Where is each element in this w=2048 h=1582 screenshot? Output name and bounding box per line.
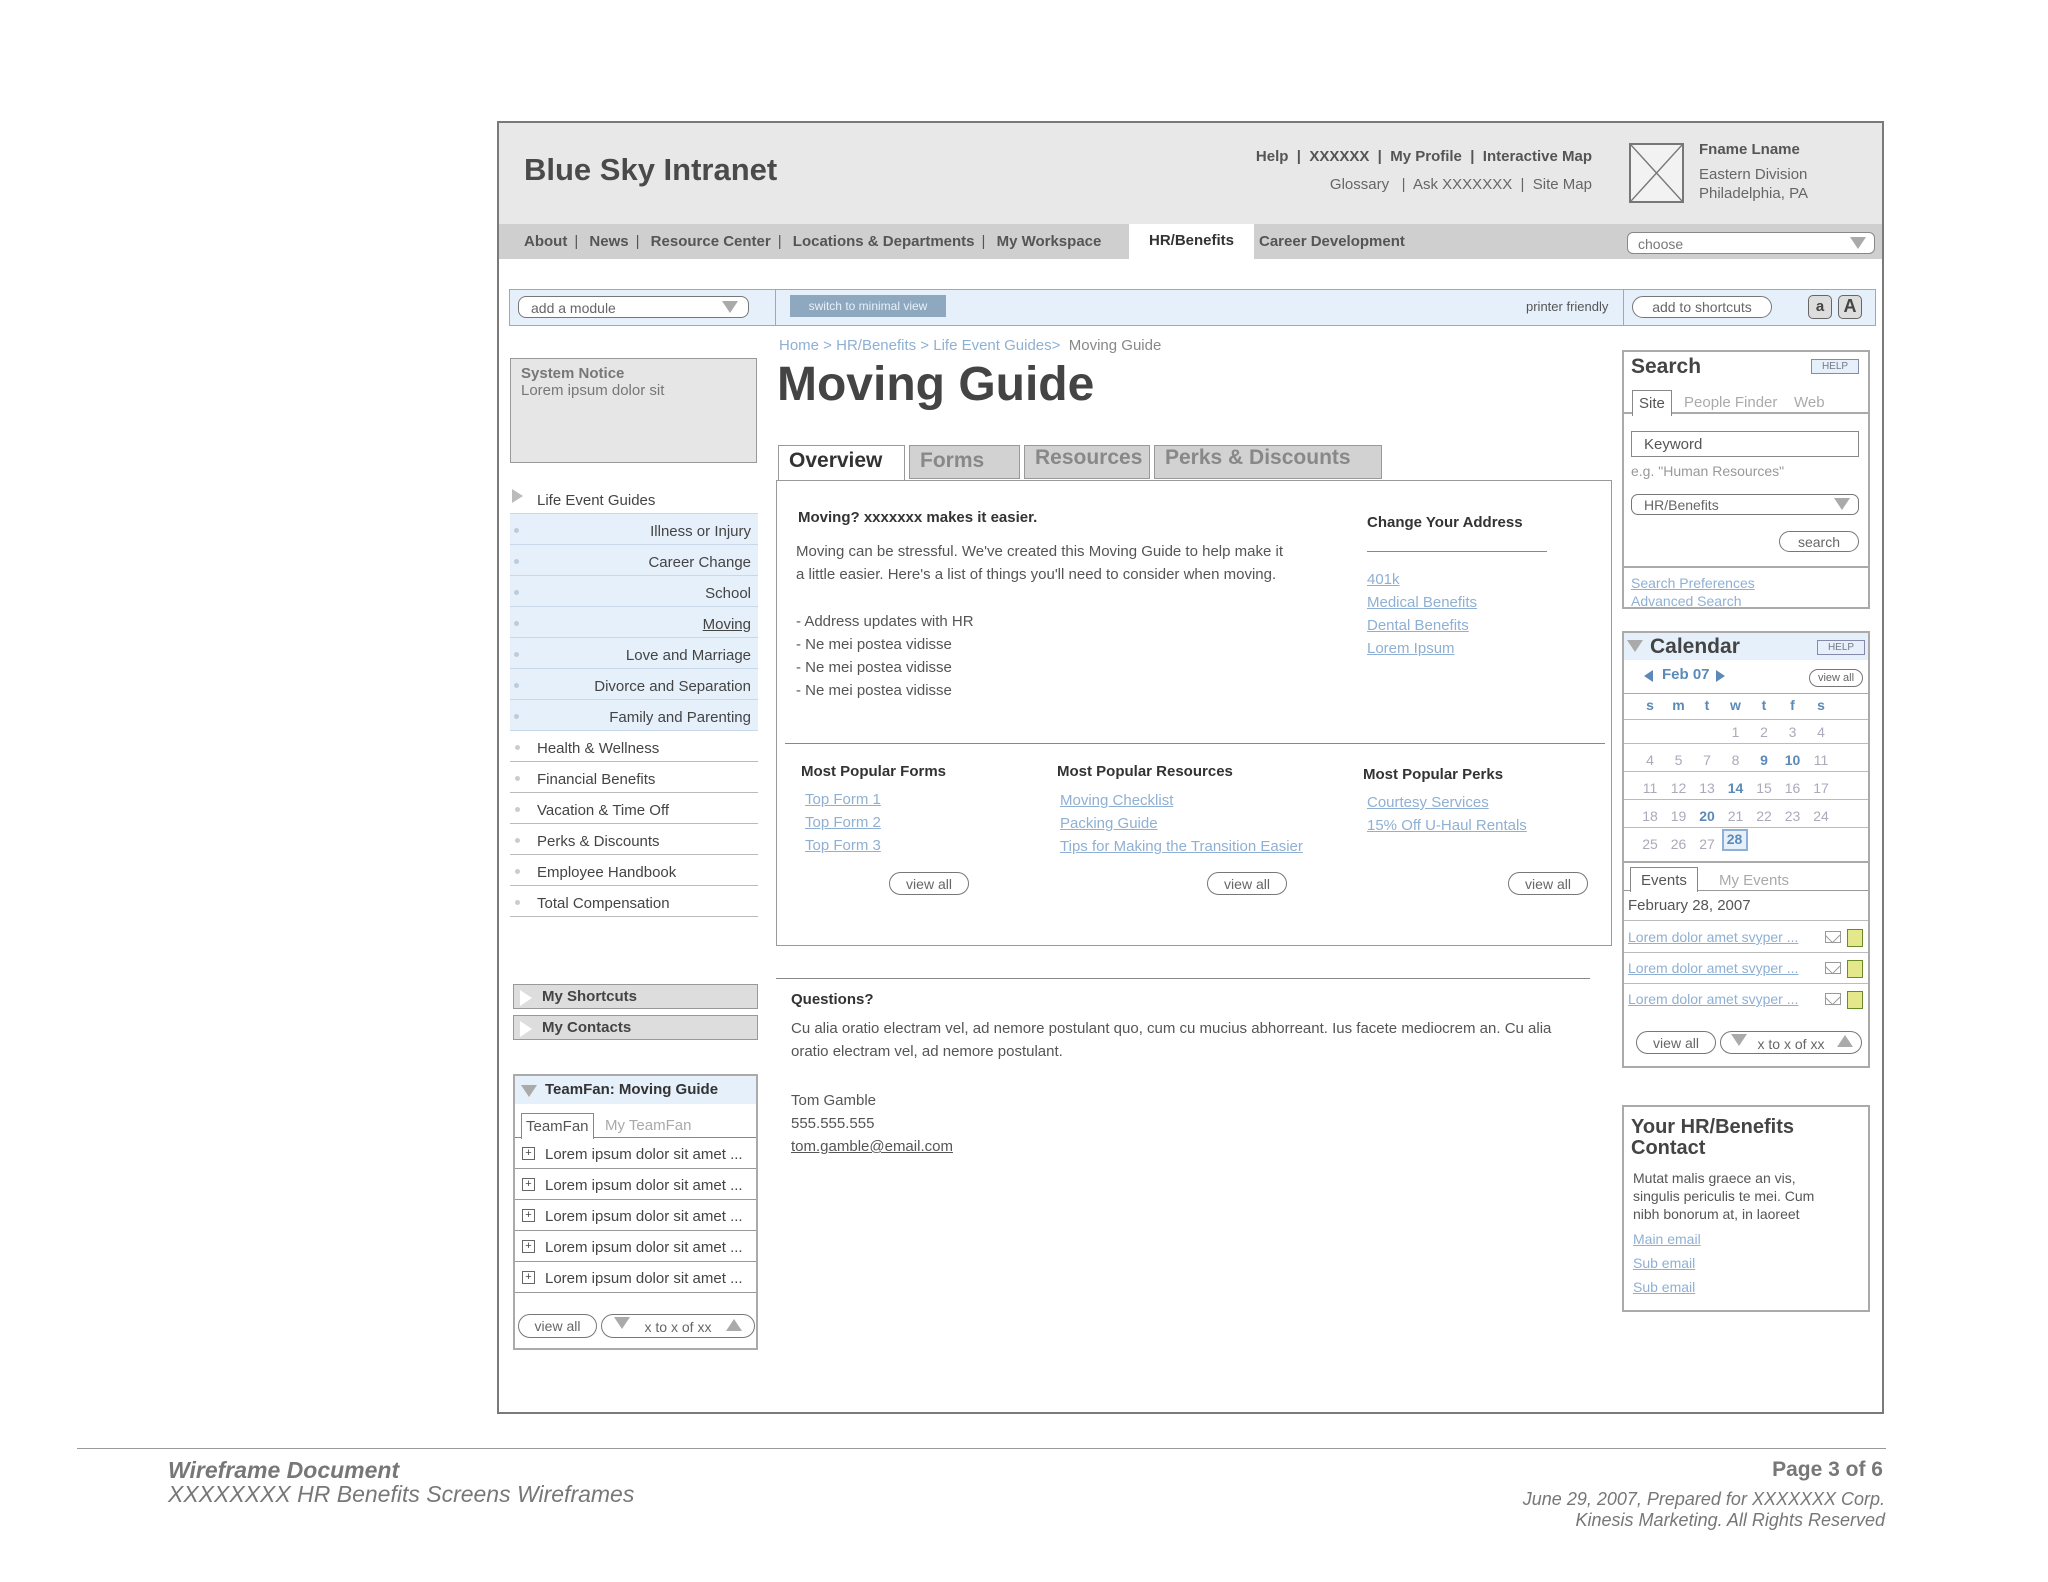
pager-label: x to x of xx bbox=[644, 1319, 712, 1335]
user-division: Eastern Division bbox=[1699, 166, 1808, 183]
title-line: Contact bbox=[1631, 1137, 1706, 1159]
panel-label: My Shortcuts bbox=[542, 988, 638, 1005]
tab-my-teamfan[interactable]: My TeamFan bbox=[605, 1117, 692, 1134]
body-line: Mutat malis graece an vis, bbox=[1633, 1170, 1796, 1186]
collapse-arrow-icon[interactable] bbox=[521, 1085, 537, 1097]
page-number: Page 3 of 6 bbox=[1772, 1458, 1883, 1481]
nav-hr-benefits[interactable]: HR/Benefits bbox=[1129, 224, 1254, 261]
nav-label: Illness or Injury bbox=[650, 523, 751, 540]
change-address-title: Change Your Address bbox=[1367, 514, 1523, 531]
calendar-help-button[interactable]: HELP bbox=[1817, 640, 1865, 655]
breadcrumb-links[interactable]: Home > HR/Benefits > Life Event Guides> bbox=[779, 337, 1061, 354]
nav-career-development[interactable]: Career Development bbox=[1259, 233, 1405, 250]
system-notice-title: System Notice bbox=[521, 365, 625, 382]
contact-email-link[interactable]: tom.gamble@email.com bbox=[791, 1138, 953, 1155]
page-up-icon[interactable] bbox=[726, 1319, 742, 1331]
add-shortcuts-button[interactable]: add to shortcuts bbox=[1632, 296, 1772, 318]
hr-contact-body bbox=[1631, 1169, 1861, 1223]
arrow-icon bbox=[512, 489, 523, 503]
system-notice-body: Lorem ipsum dolor sit bbox=[521, 382, 665, 399]
calendar-day[interactable]: 12 bbox=[1670, 780, 1687, 796]
minimal-view-button[interactable]: switch to minimal view bbox=[790, 295, 946, 317]
chevron-down-icon bbox=[722, 301, 738, 313]
calendar-day[interactable]: 2 bbox=[1760, 724, 1768, 740]
life-event-guides[interactable] bbox=[510, 483, 758, 514]
left-nav-career-change[interactable] bbox=[510, 545, 758, 576]
title-line: Your HR/Benefits bbox=[1631, 1116, 1794, 1138]
nav-label: Love and Marriage bbox=[625, 647, 751, 664]
top-form-3-link[interactable]: Top Form 3 bbox=[805, 837, 881, 854]
nav-label: School bbox=[705, 585, 751, 602]
text-size-large-button[interactable]: A bbox=[1838, 295, 1862, 319]
calendar-day-header: t bbox=[1704, 697, 1710, 713]
add-calendar-icon[interactable] bbox=[1847, 929, 1863, 947]
top-form-2-link[interactable]: Top Form 2 bbox=[805, 814, 881, 831]
text-size-small-button[interactable]: a bbox=[1808, 295, 1832, 319]
expand-plus-icon[interactable]: + bbox=[522, 1209, 535, 1222]
calendar-day[interactable]: 1 bbox=[1731, 724, 1740, 740]
overview-intro bbox=[796, 540, 1283, 586]
calendar-day[interactable]: 23 bbox=[1784, 808, 1801, 824]
nav-locations[interactable]: Locations & Departments bbox=[792, 233, 975, 250]
forms-view-all-button[interactable]: view all bbox=[889, 872, 969, 895]
list-item[interactable] bbox=[515, 1200, 756, 1231]
popular-resources-title: Most Popular Resources bbox=[1057, 763, 1233, 780]
overview-heading: Moving? xxxxxxx makes it easier. bbox=[798, 509, 1038, 526]
bullet-item: - Ne mei postea vidisse bbox=[796, 659, 952, 676]
main-email-link[interactable]: Main email bbox=[1633, 1231, 1701, 1247]
link-dental-benefits[interactable]: Dental Benefits bbox=[1367, 617, 1469, 634]
tab-overview[interactable]: Overview bbox=[778, 445, 905, 482]
avatar-placeholder bbox=[1629, 143, 1684, 203]
calendar-day[interactable]: 28 bbox=[1722, 829, 1748, 851]
calendar-day-header: t bbox=[1761, 697, 1767, 713]
help-link[interactable]: Help bbox=[1255, 148, 1289, 165]
nav-label: Health & Wellness bbox=[537, 740, 660, 757]
questions-line: oratio electram vel, ad nemore postulant. bbox=[791, 1043, 1063, 1060]
calendar-row-line bbox=[1624, 799, 1868, 800]
calendar-day[interactable]: 8 bbox=[1731, 752, 1740, 768]
search-tab-people-finder[interactable]: People Finder bbox=[1684, 394, 1778, 411]
search-module bbox=[1622, 350, 1870, 609]
user-name: Fname Lname bbox=[1699, 141, 1800, 158]
calendar-day[interactable]: 17 bbox=[1813, 780, 1829, 796]
perks-view-all-button[interactable]: view all bbox=[1508, 872, 1588, 895]
tab-resources[interactable]: Resources bbox=[1024, 445, 1150, 479]
link-lorem-ipsum[interactable]: Lorem Ipsum bbox=[1367, 640, 1455, 657]
popular-perks-list bbox=[1367, 791, 1527, 837]
main-nav: About | News | Resource Center | Locations & Departments | My Workspace HR/Benefits Career Development choose bbox=[499, 224, 1882, 259]
calendar-day[interactable]: 25 bbox=[1642, 836, 1658, 852]
list-item-label: Lorem ipsum dolor sit amet ... bbox=[545, 1208, 743, 1225]
utility-links-secondary: Glossary | Ask XXXXXXX | Site Map bbox=[1329, 176, 1592, 193]
left-nav-financial[interactable] bbox=[510, 762, 758, 793]
calendar-day-header: w bbox=[1730, 697, 1741, 713]
sub-email-link[interactable]: Sub email bbox=[1633, 1279, 1696, 1295]
uhaul-rentals-link[interactable]: 15% Off U-Haul Rentals bbox=[1367, 817, 1527, 834]
expand-plus-icon[interactable]: + bbox=[522, 1271, 535, 1284]
left-nav-divorce[interactable] bbox=[510, 669, 758, 700]
glossary-link[interactable]: Glossary bbox=[1329, 176, 1390, 193]
toolbar bbox=[509, 289, 1876, 326]
transition-tips-link[interactable]: Tips for Making the Transition Easier bbox=[1060, 838, 1303, 855]
nav-label: Family and Parenting bbox=[609, 709, 751, 726]
nav-label: Financial Benefits bbox=[537, 771, 656, 788]
intro-line: Moving can be stressful. We've created this Moving Guide to help make it bbox=[796, 543, 1283, 560]
calendar-day[interactable]: 27 bbox=[1699, 836, 1715, 852]
courtesy-services-link[interactable]: Courtesy Services bbox=[1367, 794, 1489, 811]
calendar-day[interactable]: 7 bbox=[1703, 752, 1711, 768]
calendar-day[interactable]: 5 bbox=[1674, 752, 1683, 768]
search-scope-value: HR/Benefits bbox=[1644, 497, 1719, 513]
teamfan-module bbox=[513, 1074, 758, 1350]
toolbar-divider bbox=[1623, 290, 1624, 325]
search-tab-web[interactable]: Web bbox=[1794, 394, 1825, 411]
add-module-label: add a module bbox=[531, 300, 616, 316]
overview-panel bbox=[776, 480, 1612, 946]
list-item[interactable] bbox=[515, 1169, 756, 1200]
body-line: singulis periculis te mei. Cum bbox=[1633, 1188, 1815, 1204]
prepared-note bbox=[1523, 1489, 1885, 1531]
calendar-day-header: f bbox=[1790, 697, 1795, 713]
rights-line: Kinesis Marketing. All Rights Reserved bbox=[1575, 1510, 1885, 1530]
nav-label: Life Event Guides bbox=[537, 492, 656, 509]
resources-view-all-button[interactable]: view all bbox=[1207, 872, 1287, 895]
search-tab-site[interactable]: Site bbox=[1632, 390, 1672, 416]
search-input[interactable]: Keyword bbox=[1631, 431, 1859, 457]
hr-contact-module bbox=[1622, 1105, 1870, 1312]
panel-label: My Contacts bbox=[542, 1019, 632, 1036]
expand-arrow-icon bbox=[520, 990, 532, 1006]
sub-email-link[interactable]: Sub email bbox=[1633, 1255, 1696, 1271]
left-nav-love-marriage[interactable] bbox=[510, 638, 758, 669]
calendar-day[interactable]: 20 bbox=[1699, 808, 1715, 824]
event-item[interactable] bbox=[1628, 929, 1798, 945]
left-nav-compensation[interactable] bbox=[510, 886, 758, 917]
calendar-day[interactable]: 11 bbox=[1642, 780, 1658, 796]
nav-label: Moving bbox=[702, 616, 751, 633]
mail-icon[interactable] bbox=[1825, 962, 1841, 974]
nav-label: Career Change bbox=[648, 554, 751, 571]
expand-arrow-icon bbox=[520, 1021, 532, 1037]
contact-phone: 555.555.555 bbox=[791, 1115, 875, 1132]
nav-label: Divorce and Separation bbox=[594, 678, 751, 695]
event-item[interactable] bbox=[1628, 991, 1798, 1007]
collapse-arrow-icon[interactable] bbox=[1627, 640, 1643, 652]
my-shortcuts-panel[interactable] bbox=[513, 984, 758, 1009]
tab-teamfan[interactable]: TeamFan bbox=[521, 1113, 594, 1139]
left-nav-health[interactable] bbox=[510, 731, 758, 762]
breadcrumb bbox=[779, 337, 1161, 354]
overview-bullets bbox=[796, 610, 974, 702]
hr-contact-title bbox=[1631, 1117, 1861, 1159]
chevron-down-icon bbox=[1834, 498, 1850, 510]
list-item-label: Lorem ipsum dolor sit amet ... bbox=[545, 1146, 743, 1163]
events-tabs bbox=[1624, 867, 1868, 891]
moving-checklist-link[interactable]: Moving Checklist bbox=[1060, 792, 1174, 809]
events-date: February 28, 2007 bbox=[1628, 897, 1751, 914]
doc-subtitle: XXXXXXXX HR Benefits Screens Wireframes bbox=[168, 1481, 635, 1507]
change-address-links bbox=[1367, 568, 1477, 660]
nav-label: Vacation & Time Off bbox=[537, 802, 670, 819]
left-nav bbox=[510, 483, 758, 917]
footer-divider bbox=[77, 1448, 1886, 1449]
calendar-day[interactable]: 18 bbox=[1642, 808, 1658, 824]
questions-contact bbox=[791, 1089, 953, 1158]
calendar-day[interactable]: 3 bbox=[1788, 724, 1797, 740]
page-title: Moving Guide bbox=[777, 358, 1095, 411]
prev-month-icon[interactable] bbox=[1644, 670, 1653, 682]
calendar-day[interactable]: 14 bbox=[1727, 780, 1744, 796]
nav-label: Perks & Discounts bbox=[537, 833, 660, 850]
calendar-day[interactable]: 4 bbox=[1646, 752, 1654, 768]
event-link[interactable]: Lorem dolor amet svyper ... bbox=[1628, 960, 1799, 976]
search-scope-select[interactable] bbox=[1631, 494, 1859, 515]
calendar-row-line bbox=[1624, 743, 1868, 744]
divider bbox=[785, 743, 1605, 744]
calendar-day[interactable]: 4 bbox=[1817, 724, 1825, 740]
page-down-icon[interactable] bbox=[1731, 1034, 1747, 1046]
xxxxxx-link[interactable]: XXXXXX bbox=[1309, 148, 1370, 165]
divider bbox=[1624, 861, 1868, 863]
calendar-day-header: m bbox=[1672, 697, 1685, 713]
divider bbox=[1624, 693, 1868, 694]
printer-friendly-link[interactable]: printer friendly bbox=[1526, 299, 1609, 314]
divider bbox=[1624, 983, 1868, 984]
teamfan-title: TeamFan: Moving Guide bbox=[545, 1081, 719, 1098]
chevron-down-icon bbox=[1850, 237, 1866, 249]
search-links bbox=[1631, 574, 1755, 610]
top-form-1-link[interactable]: Top Form 1 bbox=[805, 791, 881, 808]
popular-forms-title: Most Popular Forms bbox=[801, 763, 947, 780]
contact-name: Tom Gamble bbox=[791, 1092, 877, 1109]
nav-label: Total Compensation bbox=[537, 895, 670, 912]
nav-about[interactable]: About bbox=[524, 233, 568, 250]
calendar-title: Calendar bbox=[1650, 635, 1740, 658]
search-title: Search bbox=[1631, 355, 1702, 378]
nav-label: Employee Handbook bbox=[537, 864, 677, 881]
intro-line: a little easier. Here's a list of things you'll need to consider when moving. bbox=[796, 566, 1277, 583]
calendar-day[interactable]: 26 bbox=[1670, 836, 1687, 852]
teamfan-tabs bbox=[515, 1104, 756, 1138]
search-tabs bbox=[1624, 390, 1868, 414]
calendar-day-header: s bbox=[1817, 697, 1825, 713]
event-link[interactable]: Lorem dolor amet svyper ... bbox=[1628, 929, 1799, 945]
wireframe-frame bbox=[497, 121, 1884, 1414]
popular-forms-list bbox=[805, 788, 881, 857]
nav-resource-center[interactable]: Resource Center bbox=[650, 233, 771, 250]
nav-select-value: choose bbox=[1638, 236, 1684, 252]
left-nav-school[interactable] bbox=[510, 576, 758, 607]
site-title: Blue Sky Intranet bbox=[524, 152, 778, 187]
teamfan-view-all-button[interactable]: view all bbox=[518, 1314, 597, 1338]
divider bbox=[1367, 551, 1547, 552]
add-calendar-icon[interactable] bbox=[1847, 991, 1863, 1009]
divider bbox=[776, 978, 1590, 979]
interactive-map-link[interactable]: Interactive Map bbox=[1482, 148, 1592, 165]
calendar-module bbox=[1622, 631, 1870, 1068]
page-down-icon[interactable] bbox=[614, 1317, 630, 1329]
expand-plus-icon[interactable]: + bbox=[522, 1147, 535, 1160]
hr-contact-links bbox=[1631, 1227, 1861, 1299]
bullet-item: - Address updates with HR bbox=[796, 613, 974, 630]
left-nav-handbook[interactable] bbox=[510, 855, 758, 886]
breadcrumb-current: Moving Guide bbox=[1068, 337, 1162, 354]
events-view-all-button[interactable]: view all bbox=[1636, 1031, 1716, 1054]
calendar-row-line bbox=[1624, 827, 1868, 828]
bullet-item: - Ne mei postea vidisse bbox=[796, 636, 952, 653]
calendar-day[interactable]: 13 bbox=[1699, 780, 1715, 796]
calendar-day[interactable]: 22 bbox=[1756, 808, 1772, 824]
questions-line: Cu alia oratio electram vel, ad nemore postulant quo, cum cu mucius abhorreant. Ius facete mediocrem an. Cu alia bbox=[791, 1020, 1552, 1037]
divider bbox=[1624, 920, 1868, 921]
left-nav-vacation[interactable] bbox=[510, 793, 758, 824]
page-up-icon[interactable] bbox=[1837, 1035, 1853, 1047]
teamfan-pager bbox=[601, 1314, 755, 1338]
popular-resources-list bbox=[1060, 789, 1303, 858]
calendar-month: Feb 07 bbox=[1662, 666, 1710, 683]
user-info bbox=[1699, 165, 1808, 203]
my-profile-link[interactable]: My Profile bbox=[1390, 148, 1462, 165]
calendar-day[interactable]: 11 bbox=[1813, 752, 1829, 768]
questions-title: Questions? bbox=[791, 991, 874, 1008]
next-month-icon[interactable] bbox=[1716, 670, 1725, 682]
left-nav-perks[interactable] bbox=[510, 824, 758, 855]
mail-icon[interactable] bbox=[1825, 931, 1841, 943]
mail-icon[interactable] bbox=[1825, 993, 1841, 1005]
nav-select[interactable] bbox=[1627, 232, 1875, 254]
list-item[interactable] bbox=[515, 1231, 756, 1262]
calendar-row-line bbox=[1624, 771, 1868, 772]
add-calendar-icon[interactable] bbox=[1847, 960, 1863, 978]
doc-title: Wireframe Document bbox=[168, 1457, 400, 1483]
divider bbox=[1624, 952, 1868, 953]
utility-links-primary: Help | XXXXXX | My Profile | Interactive Map bbox=[1255, 148, 1592, 165]
search-preferences-link[interactable]: Search Preferences bbox=[1631, 575, 1755, 591]
tab-forms[interactable]: Forms bbox=[909, 445, 1020, 479]
my-contacts-panel[interactable] bbox=[513, 1015, 758, 1040]
packing-guide-link[interactable]: Packing Guide bbox=[1060, 815, 1158, 832]
advanced-search-link[interactable]: Advanced Search bbox=[1631, 593, 1742, 609]
bullet-item: - Ne mei postea vidisse bbox=[796, 682, 952, 699]
body-line: nibh bonorum at, in laoreet bbox=[1633, 1206, 1800, 1222]
calendar-day[interactable]: 10 bbox=[1784, 752, 1801, 768]
popular-perks-title: Most Popular Perks bbox=[1363, 766, 1504, 783]
event-item[interactable] bbox=[1628, 960, 1798, 976]
calendar-day[interactable]: 15 bbox=[1756, 780, 1772, 796]
tab-perks-discounts[interactable]: Perks & Discounts bbox=[1154, 445, 1382, 479]
expand-plus-icon[interactable]: + bbox=[522, 1240, 535, 1253]
tab-my-events[interactable]: My Events bbox=[1719, 872, 1790, 889]
event-link[interactable]: Lorem dolor amet svyper ... bbox=[1628, 991, 1799, 1007]
pager-label: x to x of xx bbox=[1757, 1036, 1825, 1052]
system-notice bbox=[510, 358, 757, 463]
ask-link[interactable]: Ask XXXXXXX bbox=[1413, 176, 1513, 193]
nav-my-workspace[interactable]: My Workspace bbox=[996, 233, 1102, 250]
search-button[interactable]: search bbox=[1779, 531, 1859, 552]
tab-events[interactable]: Events bbox=[1630, 867, 1698, 892]
search-hint: e.g. "Human Resources" bbox=[1631, 463, 1785, 479]
left-nav-moving[interactable] bbox=[510, 607, 758, 638]
add-module-select[interactable] bbox=[518, 296, 749, 318]
list-item-label: Lorem ipsum dolor sit amet ... bbox=[545, 1270, 743, 1287]
link-medical-benefits[interactable]: Medical Benefits bbox=[1367, 594, 1478, 611]
search-help-button[interactable]: HELP bbox=[1811, 359, 1859, 374]
expand-plus-icon[interactable]: + bbox=[522, 1178, 535, 1191]
calendar-day[interactable]: 21 bbox=[1727, 808, 1744, 824]
calendar-day[interactable]: 16 bbox=[1784, 780, 1801, 796]
link-401k[interactable]: 401k bbox=[1367, 571, 1400, 588]
list-item-label: Lorem ipsum dolor sit amet ... bbox=[545, 1239, 743, 1256]
list-item[interactable] bbox=[515, 1262, 756, 1293]
calendar-day[interactable]: 24 bbox=[1813, 808, 1829, 824]
left-nav-family[interactable] bbox=[510, 700, 758, 731]
events-pager bbox=[1720, 1031, 1862, 1054]
toolbar-divider bbox=[775, 290, 776, 325]
prepared-line: June 29, 2007, Prepared for XXXXXXX Corp. bbox=[1522, 1489, 1885, 1509]
list-item-label: Lorem ipsum dolor sit amet ... bbox=[545, 1177, 743, 1194]
site-header bbox=[499, 123, 1882, 224]
questions-body bbox=[791, 1017, 1551, 1063]
calendar-day[interactable]: 19 bbox=[1670, 808, 1687, 824]
left-nav-illness[interactable] bbox=[510, 514, 758, 545]
list-item[interactable] bbox=[515, 1138, 756, 1169]
divider bbox=[1624, 566, 1868, 568]
teamfan-header bbox=[515, 1076, 756, 1104]
calendar-day-header: s bbox=[1646, 697, 1654, 713]
calendar-row-line bbox=[1624, 719, 1868, 720]
nav-news[interactable]: News bbox=[589, 233, 629, 250]
calendar-day[interactable]: 9 bbox=[1760, 752, 1768, 768]
user-location: Philadelphia, PA bbox=[1699, 185, 1808, 202]
site-map-link[interactable]: Site Map bbox=[1532, 176, 1592, 193]
calendar-view-all-button[interactable]: view all bbox=[1809, 669, 1863, 687]
